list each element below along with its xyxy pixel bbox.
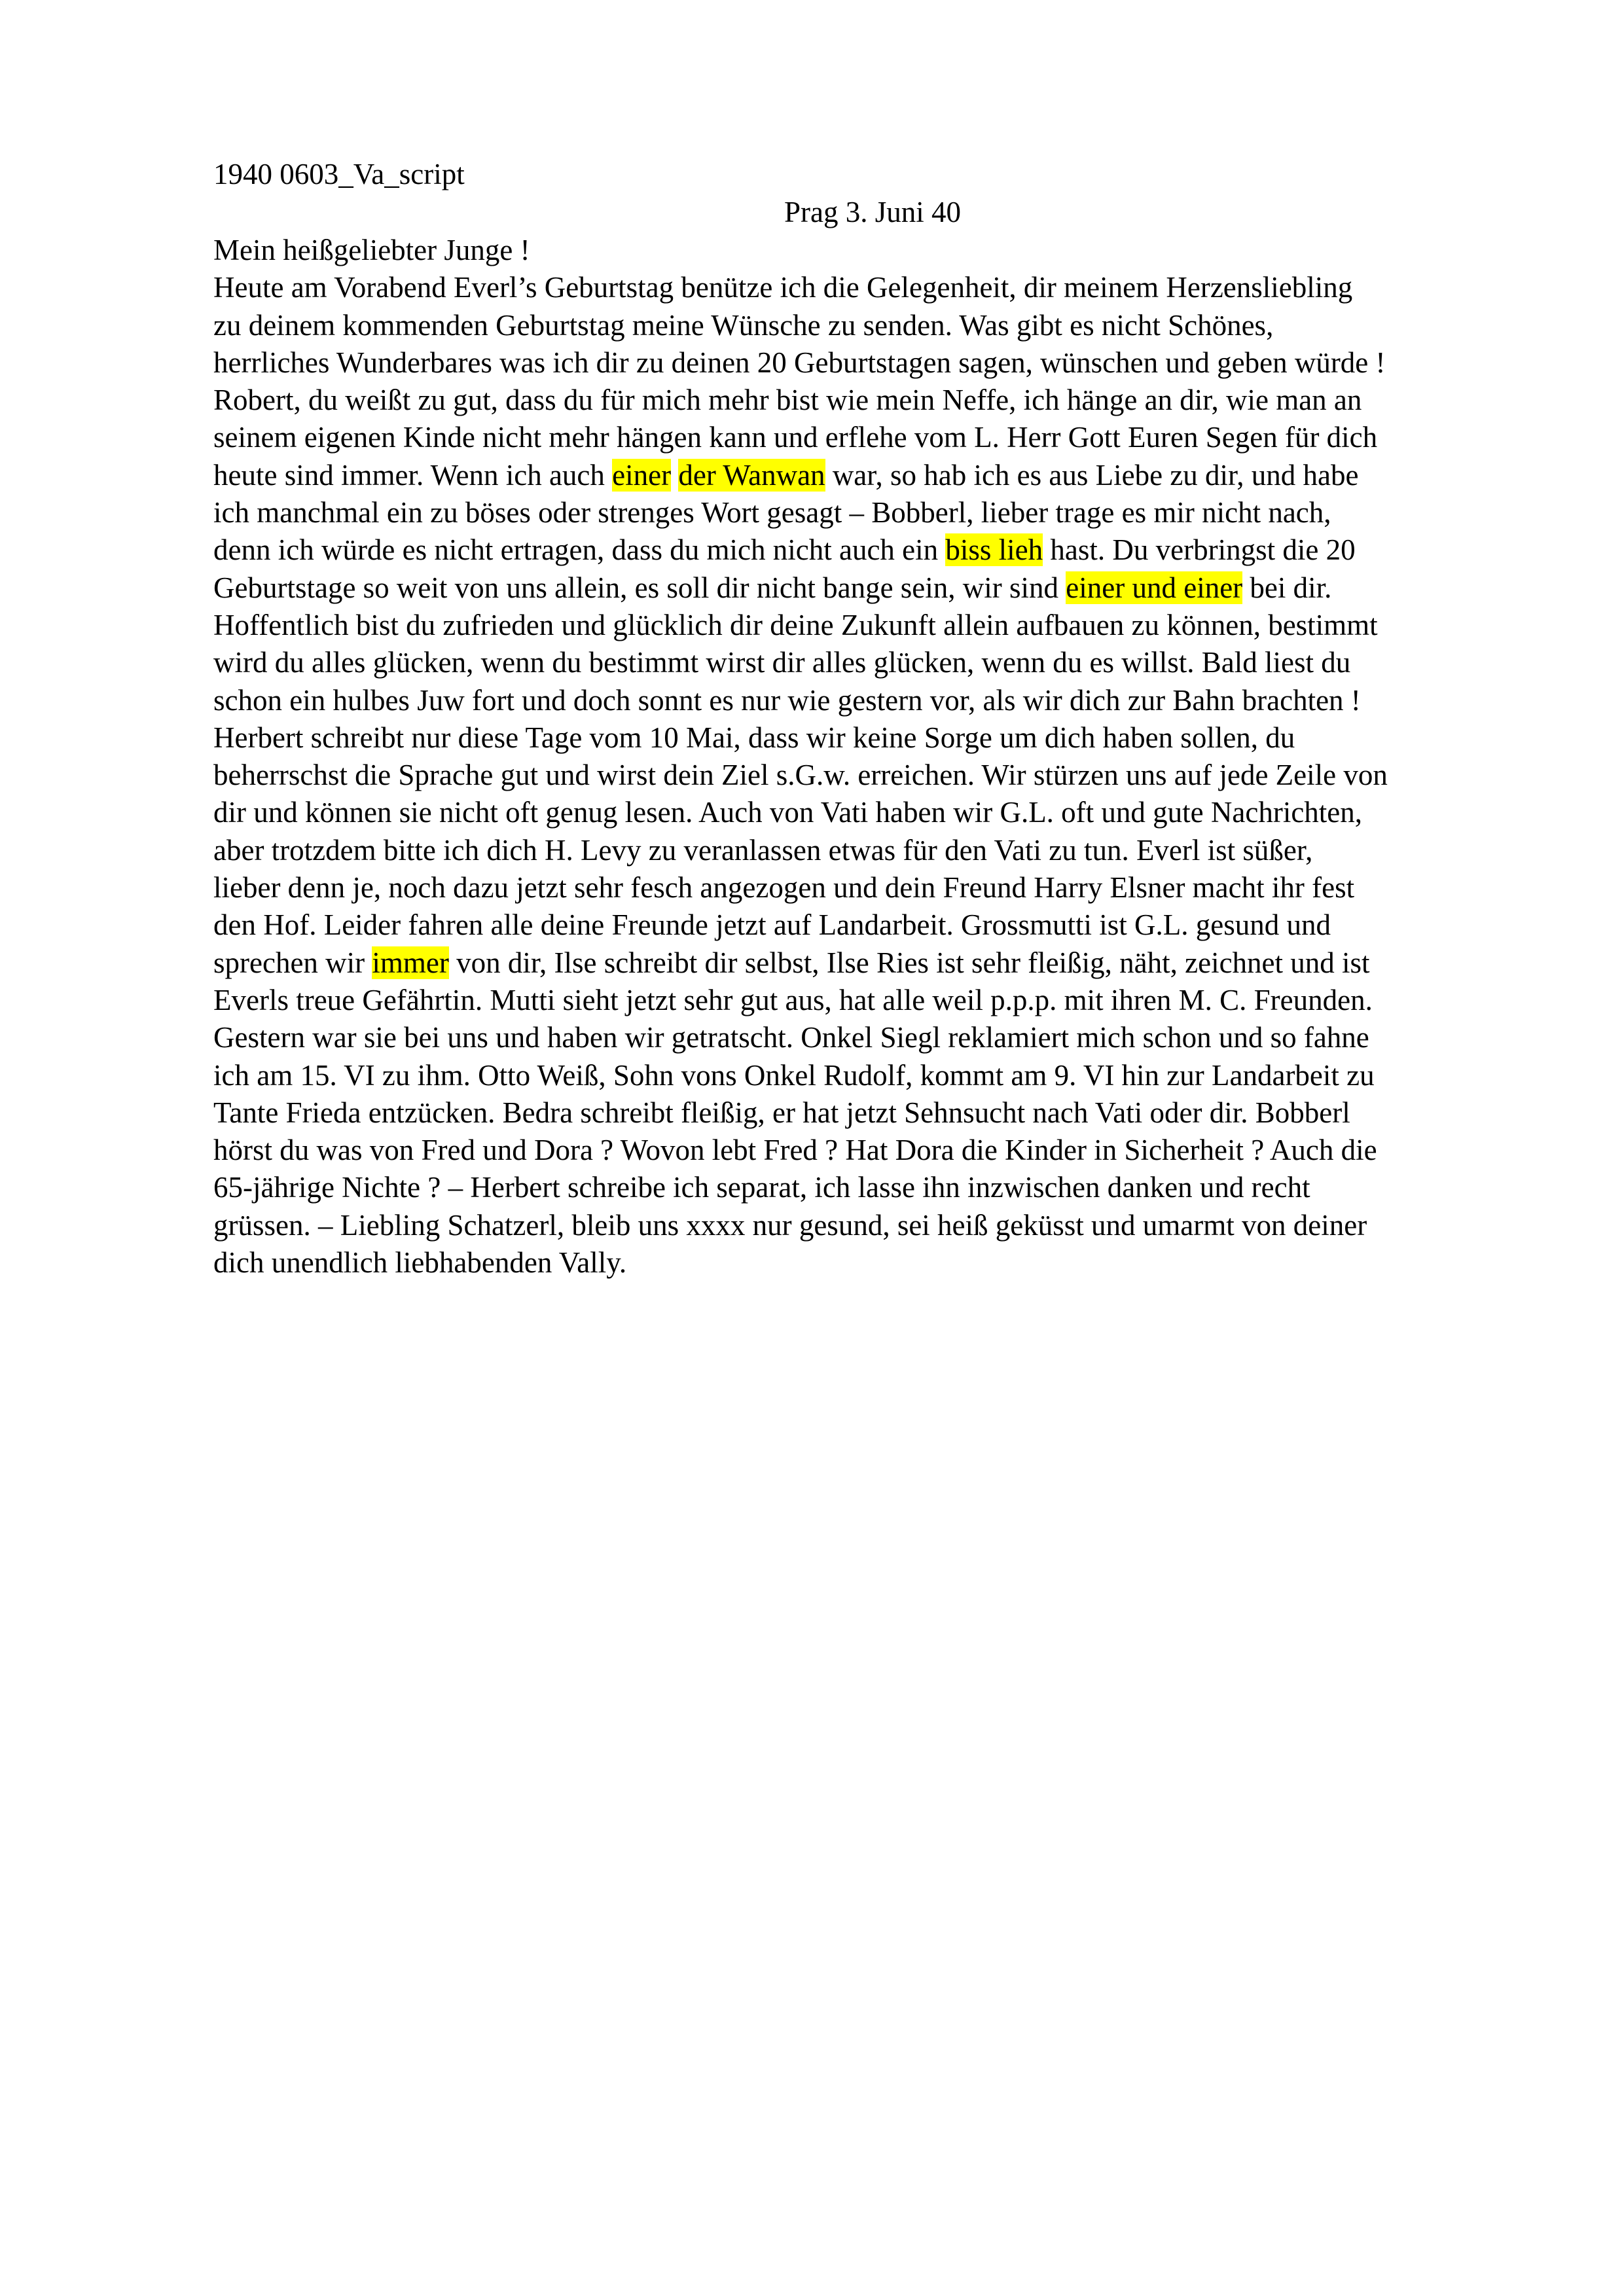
text-segment: Robert, du weißt zu gut, dass du für mich mehr bist wie mein Neffe, ich hänge an dir, wie man an	[213, 384, 1362, 417]
letter-line	[213, 1094, 1529, 1132]
text-segment: dir und können sie nicht oft genug lesen. Auch von Vati haben wir G.L. oft und gute Nachrichten,	[213, 796, 1363, 829]
text-segment: grüssen. – Liebling Schatzerl, bleib uns xxxx nur gesund, sei heiß geküsst und umarmt von deiner	[213, 1208, 1367, 1242]
letter-line	[213, 1207, 1529, 1244]
letter-line	[213, 719, 1529, 757]
letter-line	[213, 682, 1529, 719]
letter-line	[213, 1244, 1529, 1282]
letter-line	[213, 494, 1529, 531]
letter-line	[213, 1169, 1529, 1206]
text-segment: ich manchmal ein zu böses oder strenges Wort gesagt – Bobberl, lieber trage es mir nicht nach,	[213, 496, 1331, 529]
letter-line	[213, 1132, 1529, 1169]
text-segment: von dir, Ilse schreibt dir selbst, Ilse Ries ist sehr fleißig, näht, zeichnet und ist	[448, 946, 1370, 979]
text-segment: herrliches Wunderbares was ich dir zu deinen 20 Geburtstagen sagen, wünschen und geben würde !	[213, 346, 1386, 379]
letter-line	[213, 269, 1529, 306]
highlighted-text: biss lieh	[945, 533, 1043, 567]
text-segment: Geburtstage so weit von uns allein, es soll dir nicht bange sein, wir sind	[213, 571, 1066, 604]
letter-body	[213, 232, 1529, 1282]
letter-line	[213, 982, 1529, 1019]
letter-line	[213, 457, 1529, 494]
text-segment	[671, 459, 678, 492]
letter-line	[213, 869, 1529, 906]
text-segment: lieber denn je, noch dazu jetzt sehr fesch angezogen und dein Freund Harry Elsner macht ihr fest	[213, 871, 1355, 905]
letter-line	[213, 382, 1529, 419]
highlighted-text: einer und einer	[1066, 571, 1243, 604]
text-segment: schon ein hulbes Juw fort und doch sonnt es nur wie gestern vor, als wir dich zur Bahn brachten !	[213, 683, 1361, 717]
letter-line	[213, 794, 1529, 831]
text-segment: war, so hab ich es aus Liebe zu dir, und habe	[825, 458, 1359, 492]
text-segment: Heute am Vorabend Everl’s Geburtstag benütze ich die Gelegenheit, dir meinem Herzensliebling	[213, 271, 1353, 304]
text-segment: ich am 15. VI zu ihm. Otto Weiß, Sohn vons Onkel Rudolf, kommt am 9. VI hin zur Landarbeit zu	[213, 1058, 1375, 1092]
salutation-line	[213, 232, 1529, 269]
letter-line	[213, 344, 1529, 382]
text-segment: Herbert schreibt nur diese Tage vom 10 Mai, dass wir keine Sorge um dich haben sollen, du	[213, 721, 1295, 754]
text-segment: hast. Du verbringst die 20	[1043, 533, 1356, 567]
text-segment: hörst du was von Fred und Dora ? Wovon lebt Fred ? Hat Dora die Kinder in Sicherheit ? Auch die	[213, 1134, 1377, 1167]
text-segment: Hoffentlich bist du zufrieden und glücklich dir deine Zukunft allein aufbauen zu können, bestimmt	[213, 608, 1378, 641]
letter-line	[213, 569, 1529, 607]
text-segment: Everls treue Gefährtin. Mutti sieht jetzt sehr gut aus, hat alle weil p.p.p. mit ihren M. C. Freunden.	[213, 983, 1373, 1016]
document-id: 1940 0603_Va_script	[213, 158, 465, 190]
letter-line	[213, 832, 1529, 869]
text-segment: 65-jährige Nichte ? – Herbert schreibe ich separat, ich lasse ihn inzwischen danken und recht	[213, 1171, 1310, 1204]
letter-line	[213, 1019, 1529, 1056]
text-segment: Tante Frieda entzücken. Bedra schreibt fleißig, er hat jetzt Sehnsucht nach Vati oder dir. Bobberl	[213, 1096, 1350, 1129]
letter-line	[213, 419, 1529, 456]
highlighted-text: immer	[372, 946, 449, 979]
letter-line	[213, 644, 1529, 681]
text-segment: aber trotzdem bitte ich dich H. Levy zu veranlassen etwas für den Vati zu tun. Everl ist süßer,	[213, 833, 1313, 867]
text-segment: den Hof. Leider fahren alle deine Freunde jetzt auf Landarbeit. Grossmutti ist G.L. gesund und	[213, 908, 1331, 942]
text-segment: beherrschst die Sprache gut und wirst dein Ziel s.G.w. erreichen. Wir stürzen uns auf jede Zeile von	[213, 759, 1388, 792]
letter-line	[213, 307, 1529, 344]
text-segment: dich unendlich liebhabenden Vally.	[213, 1246, 627, 1280]
letter-line	[213, 757, 1529, 794]
letter-line	[213, 906, 1529, 944]
text-segment: bei dir.	[1242, 571, 1332, 604]
highlighted-text: einer	[612, 458, 672, 492]
letter-line	[213, 607, 1529, 644]
letter-line	[213, 1057, 1529, 1094]
text-segment: denn ich würde es nicht ertragen, dass du mich nicht auch ein	[213, 533, 946, 567]
text-segment: Mein heißgeliebter Junge !	[213, 234, 530, 266]
letter-line	[213, 531, 1529, 569]
text-segment: sprechen wir	[213, 946, 372, 979]
text-segment: heute sind immer. Wenn ich auch	[213, 458, 613, 492]
text-segment: seinem eigenen Kinde nicht mehr hängen kann und erflehe vom L. Herr Gott Euren Segen für dich	[213, 421, 1378, 454]
place-date: Prag 3. Juni 40	[784, 196, 961, 228]
highlighted-text: der Wanwan	[678, 458, 825, 492]
text-segment: zu deinem kommenden Geburtstag meine Wünsche zu senden. Was gibt es nicht Schönes,	[213, 308, 1274, 342]
text-segment: wird du alles glücken, wenn du bestimmt wirst dir alles glücken, wenn du es willst. Bald liest du	[213, 646, 1351, 679]
letter-line	[213, 944, 1529, 982]
text-segment: Gestern war sie bei uns und haben wir getratscht. Onkel Siegl reklamiert mich schon und so fahne	[213, 1021, 1369, 1054]
